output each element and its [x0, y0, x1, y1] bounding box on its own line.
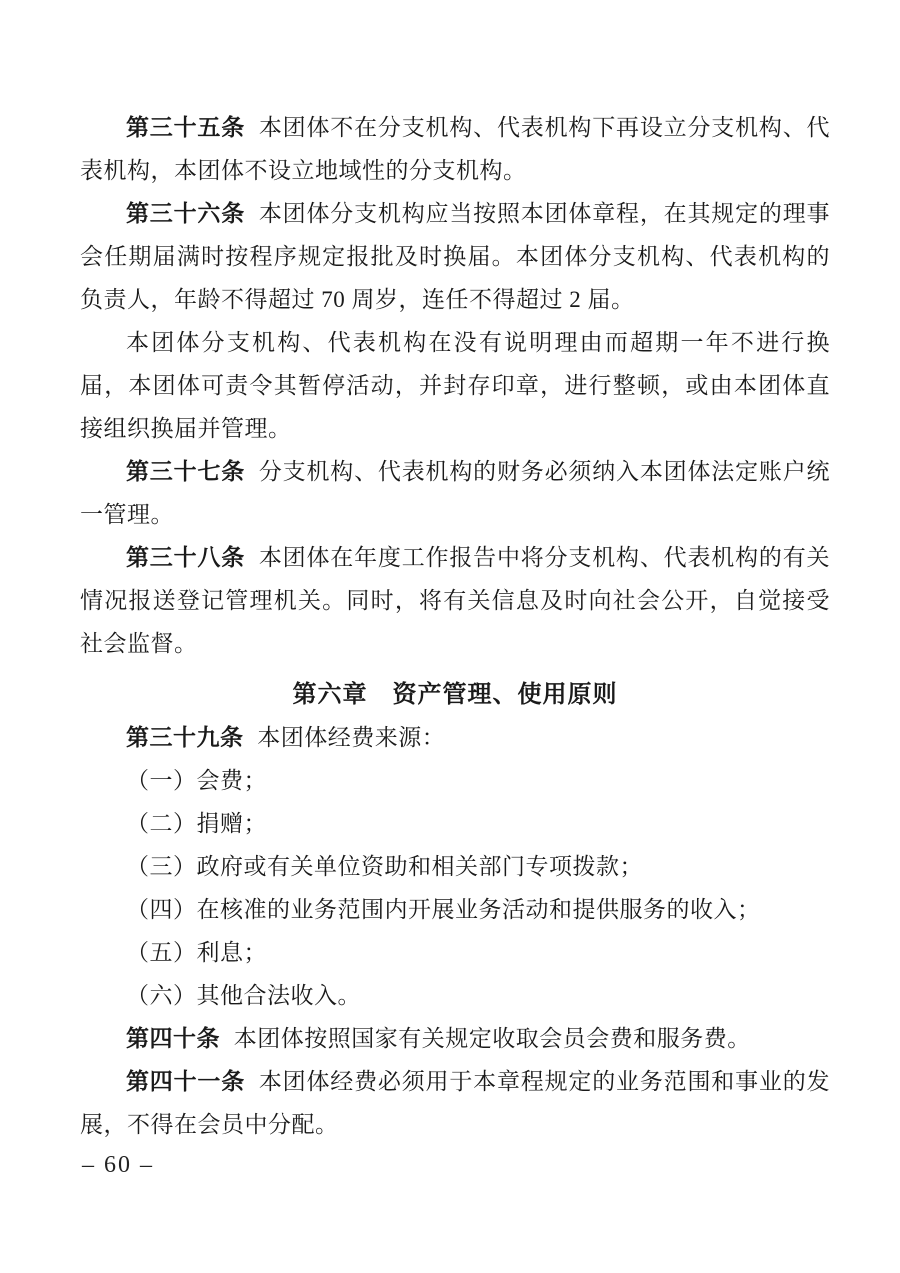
body-paragraph — [80, 321, 830, 450]
article-text: 本团体按照国家有关规定收取会员会费和服务费。 — [233, 1026, 751, 1051]
article-text: 本团体在年度工作报告中将分支机构、代表机构的有关情况报送登记管理机关。同时，将有关信息及时向社会公开，自觉接受社会监督。 — [80, 545, 831, 656]
article-number: 第四十条 — [126, 1025, 220, 1051]
article-paragraph-37 — [80, 450, 830, 536]
list-item-text: （三）政府或有关单位资助和相关部门专项拨款； — [126, 854, 643, 879]
article-paragraph-40 — [80, 1017, 830, 1060]
chapter-heading: 第六章 资产管理、使用原则 — [292, 681, 618, 708]
list-item-text: （一）会费； — [126, 768, 267, 793]
article-text: 分支机构、代表机构的财务必须纳入本团体法定账户统一管理。 — [80, 459, 831, 527]
article-number: 第三十七条 — [126, 458, 246, 484]
document-body — [80, 106, 830, 1146]
article-number: 第四十一条 — [126, 1068, 246, 1094]
list-item-4 — [80, 888, 830, 931]
article-paragraph-35 — [80, 106, 830, 192]
article-paragraph-38 — [80, 536, 830, 665]
article-number: 第三十五条 — [126, 114, 246, 140]
list-item-1 — [80, 759, 830, 802]
article-text: 本团体经费来源： — [257, 725, 446, 750]
page-number: – 60 – — [82, 1152, 154, 1178]
list-item-2 — [80, 802, 830, 845]
article-text: 本团体分支机构应当按照本团体章程，在其规定的理事会任期届满时按程序规定报批及时换届。本团体分支机构、代表机构的负责人，年龄不得超过 70 周岁，连任不得超过 2 届。 — [80, 201, 831, 312]
list-item-text: （四）在核准的业务范围内开展业务活动和提供服务的收入； — [126, 897, 761, 922]
list-item-text: （五）利息； — [126, 940, 267, 965]
article-paragraph-39 — [80, 716, 830, 759]
article-number: 第三十九条 — [126, 724, 244, 750]
list-item-5 — [80, 931, 830, 974]
list-item-text: （六）其他合法收入。 — [126, 983, 361, 1008]
article-text: 本团体不在分支机构、代表机构下再设立分支机构、代表机构，本团体不设立地域性的分支机构。 — [80, 115, 831, 183]
list-item-3 — [80, 845, 830, 888]
paragraph-text: 本团体分支机构、代表机构在没有说明理由而超期一年不进行换届，本团体可责令其暂停活动，并封存印章，进行整顿，或由本团体直接组织换届并管理。 — [80, 330, 830, 441]
list-item-text: （二）捐赠； — [126, 811, 267, 836]
article-number: 第三十六条 — [126, 200, 246, 226]
article-number: 第三十八条 — [126, 544, 246, 570]
article-paragraph-41 — [80, 1060, 830, 1146]
article-text: 本团体经费必须用于本章程规定的业务范围和事业的发展，不得在会员中分配。 — [80, 1069, 831, 1137]
article-paragraph-36 — [80, 192, 830, 321]
list-item-6 — [80, 974, 830, 1017]
